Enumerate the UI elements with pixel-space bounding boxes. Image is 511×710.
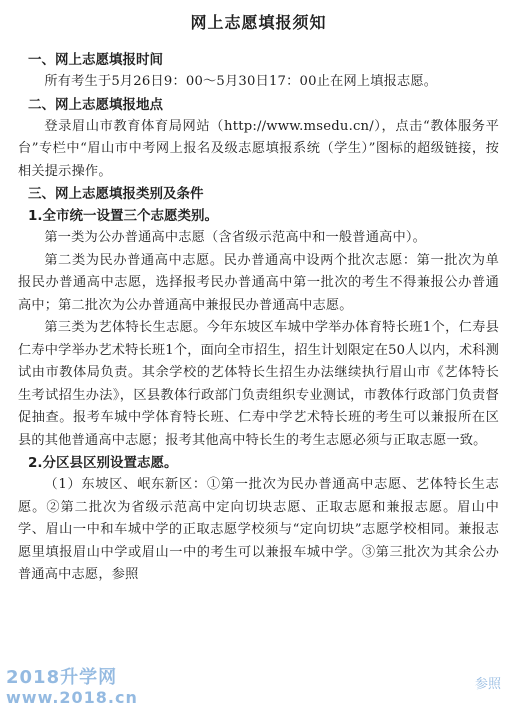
section-heading-time: 一、网上志愿填报时间 (28, 52, 163, 68)
paragraph-district-1: （1）东坡区、岷东新区：①第一批次为民办普通高中志愿、艺体特长生志愿。②第二批次为省级示范高中定向切块志愿、正取志愿和兼报志愿。眉山中学、眉山一中和车城中学的正取志愿学校须与“定向切块”志愿学校相同。兼报志愿里填报眉山中学或眉山一中的考生可以兼报车城中学。③第三批次为其余公办普通高中志愿，参照 (18, 477, 499, 582)
paragraph-location: 登录眉山市教育体育局网站（http://www.msedu.cn/），点击“教体服务平台”专栏中“眉山市中考网上报名及级志愿填报系统（学生）”图标的超级链接，按相关提示操作。 (18, 118, 499, 179)
paragraph-category-1: 第一类为公办普通高中志愿（含省级示范高中和一般普通高中）。 (44, 230, 427, 245)
watermark-site-name: 2018升学网 (6, 667, 118, 688)
paragraph-category-3: 第三类为艺体特长生志愿。今年东坡区车城中学举办体育特长班1个，仁寿县仁寿中学举办艺术特长班1个，面向全市招生，招生计划限定在50人以内，术科测试由市教体局负责。其余学校的艺体特长生招生办法继续执行眉山市《艺体特长生考试招生办法》，区县教体行政部门负责组织专业测试，市教体行政部门负责督促抽查。报考车城中学体育特长班、仁寿中学艺术特长班的考生可以兼报所在区县的其他普通高中志愿；报考其他高中特长生的考生志愿必须与正取志愿一致。 (18, 320, 499, 448)
paragraph-time: 所有考生于5月26日9：00～5月30日17：00止在网上填报志愿。 (44, 74, 438, 89)
watermark-url: www.2018.cn (6, 688, 138, 707)
section-heading-categories: 三、网上志愿填报类别及条件 (28, 186, 204, 202)
section-heading-location: 二、网上志愿填报地点 (28, 96, 163, 113)
paragraph-category-2: 第二类为民办普通高中志愿。民办普通高中设两个批次志愿：第一批次为单报民办普通高中志愿，选择报考民办普通高中第一批次的考生不得兼报公办普通高中；第二批次为公办普通高中兼报民办普通高中志愿。 (18, 252, 499, 313)
page-title: 网上志愿填报须知 (190, 13, 327, 32)
subsection-heading-district: 2.分区县区别设置志愿。 (28, 455, 178, 471)
watermark-right-text: 参照 (474, 677, 501, 692)
subsection-heading-unified: 1.全市统一设置三个志愿类别。 (28, 208, 219, 224)
